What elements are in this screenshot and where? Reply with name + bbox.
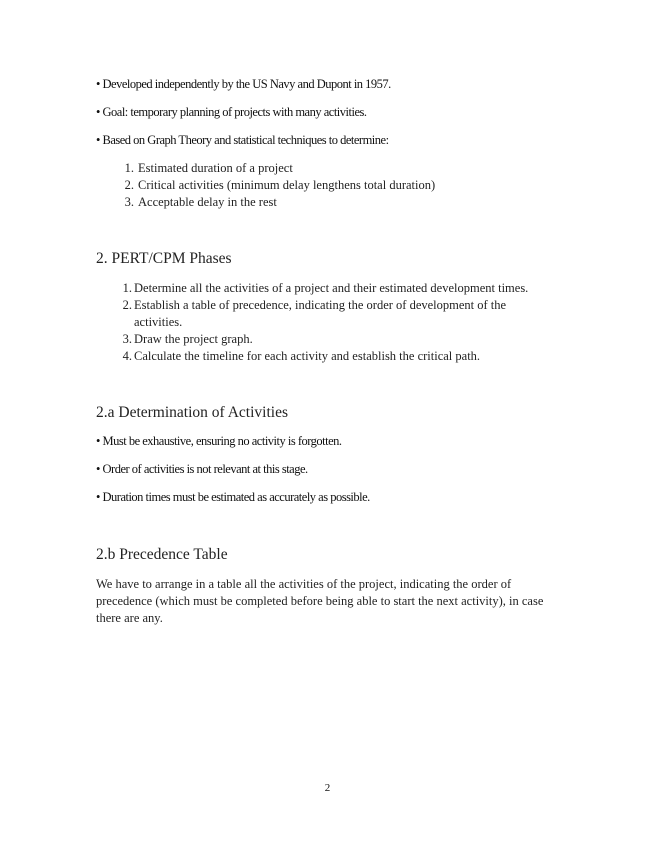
list-number: 4. [122, 349, 132, 363]
list-number: 1. [122, 281, 132, 295]
paragraph-line: precedence (which must be completed before being able to start the next activity), in case [96, 594, 544, 608]
activity-bullet: • Must be exhaustive, ensuring no activity is forgotten. [96, 434, 342, 448]
list-text: Estimated duration of a project [138, 161, 293, 175]
list-text: Acceptable delay in the rest [138, 195, 277, 209]
section-heading: 2.a Determination of Activities [96, 404, 288, 421]
list-number: 1. [124, 161, 134, 175]
intro-bullet: • Goal: temporary planning of projects with many activities. [96, 105, 367, 119]
list-text: Draw the project graph. [134, 332, 253, 346]
page-number: 2 [324, 782, 331, 794]
section-heading: 2. PERT/CPM Phases [96, 250, 232, 267]
list-text: activities. [134, 315, 183, 329]
paragraph-line: there are any. [96, 611, 163, 625]
list-text: Critical activities (minimum delay lengthens total duration) [138, 178, 436, 192]
list-number: 3. [124, 195, 134, 209]
paragraph-line: We have to arrange in a table all the activities of the project, indicating the order of [96, 577, 512, 591]
precedence-paragraph [96, 576, 546, 627]
activity-bullet: • Duration times must be estimated as accurately as possible. [96, 490, 370, 504]
activity-bullet: • Order of activities is not relevant at this stage. [96, 462, 308, 476]
list-number: 2. [122, 298, 132, 312]
intro-bullet: • Developed independently by the US Navy and Dupont in 1957. [96, 77, 391, 91]
list-text: Determine all the activities of a project and their estimated development times. [134, 281, 529, 295]
list-number: 3. [122, 332, 132, 346]
section-heading: 2.b Precedence Table [96, 546, 228, 563]
list-text: Establish a table of precedence, indicating the order of development of the [134, 298, 507, 312]
list-number: 2. [124, 178, 134, 192]
intro-bullet: • Based on Graph Theory and statistical techniques to determine: [96, 133, 389, 147]
list-text: Calculate the timeline for each activity and establish the critical path. [134, 349, 481, 363]
